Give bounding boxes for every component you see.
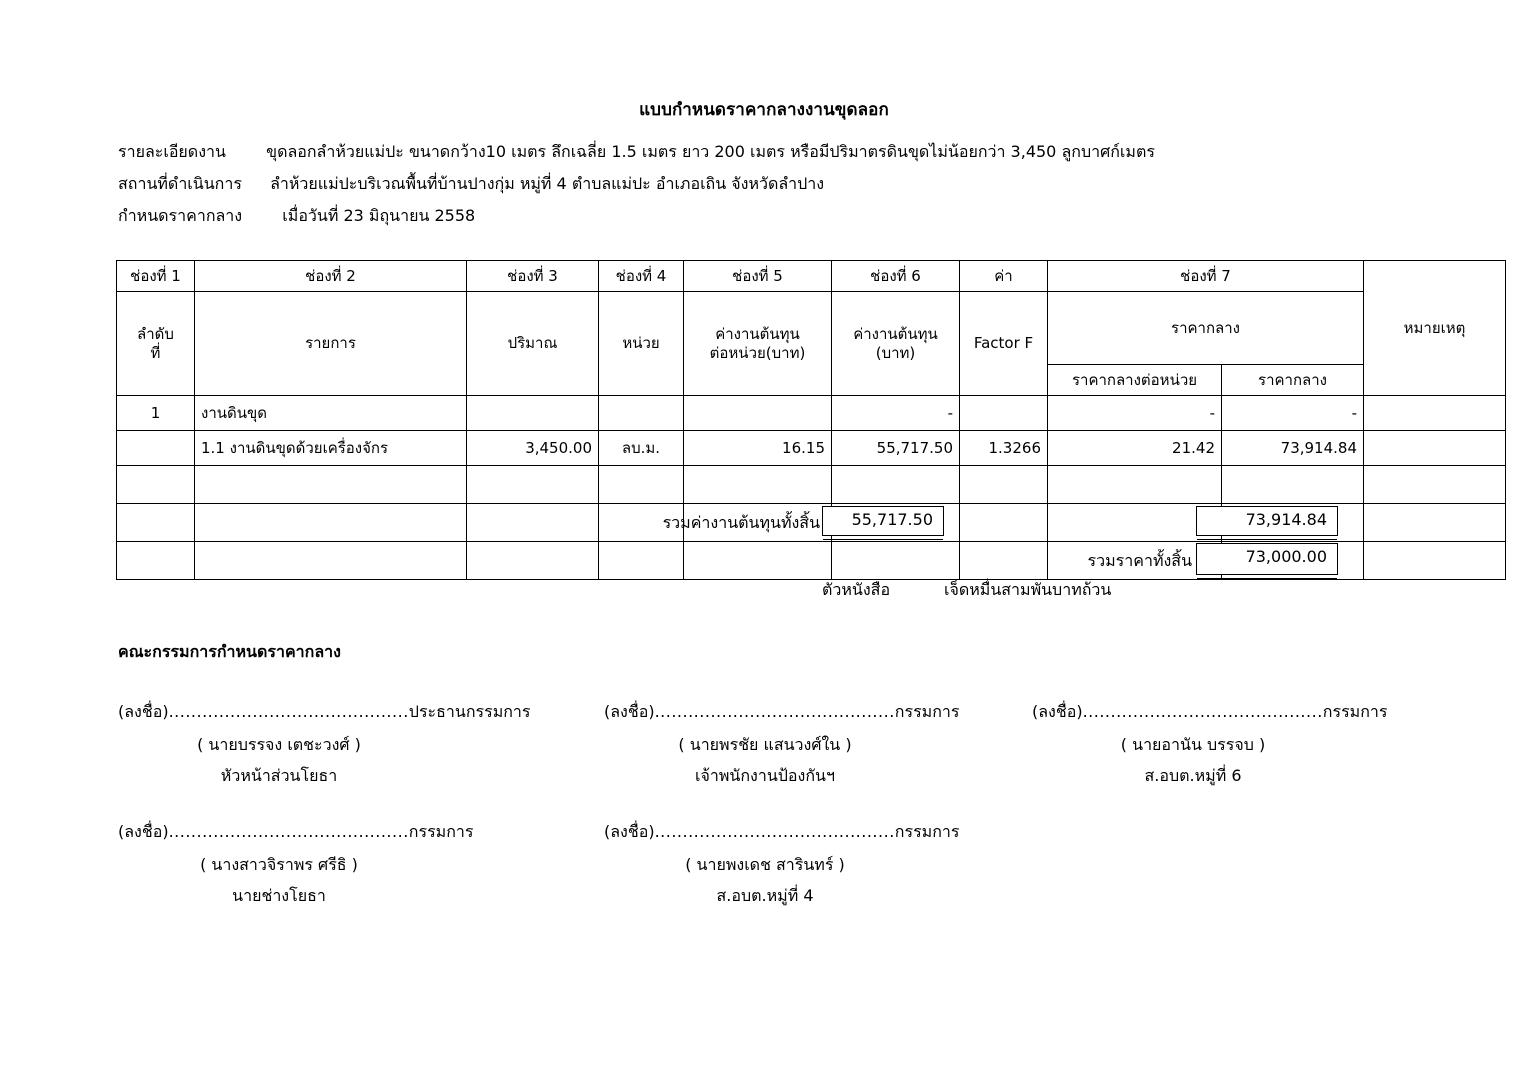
header-channel-5: ช่องที่ 5: [684, 261, 832, 292]
signature-dots: ...........................................: [654, 702, 895, 721]
cell-cost: [832, 466, 960, 504]
signature-position: นายช่างโยธา: [232, 886, 326, 905]
grand-total-value: 73,000.00: [1196, 543, 1338, 575]
cell-remarks: [1364, 396, 1506, 431]
header-mid-price: ราคากลาง: [1048, 292, 1364, 365]
cell-mid-price-per-unit: -: [1048, 396, 1222, 431]
header-cost-line2: (บาท): [875, 343, 916, 362]
cell-quantity: [467, 542, 599, 580]
signature-name: ( นายพรชัย แสนวงศ์ใน ): [678, 735, 852, 754]
cell-remarks: [1364, 542, 1506, 580]
cell-remarks: [1364, 431, 1506, 466]
amount-in-words-label: ตัวหนังสือ: [822, 580, 891, 599]
header-quantity: ปริมาณ: [467, 292, 599, 396]
signature-dots: ...........................................: [654, 822, 895, 841]
table-header-channels: [117, 261, 1506, 292]
sign-prefix: (ลงชื่อ): [1032, 702, 1083, 721]
cell-quantity: 3,450.00: [467, 431, 599, 466]
header-sequence: [117, 292, 195, 396]
cell-item: [195, 466, 467, 504]
cell-unit: [599, 542, 684, 580]
header-channel-3: ช่องที่ 3: [467, 261, 599, 292]
sign-prefix: (ลงชื่อ): [604, 822, 655, 841]
date-label: กำหนดราคากลาง: [118, 206, 243, 225]
signature-line: [604, 700, 1004, 725]
cell-factor-f: 1.3266: [960, 431, 1048, 466]
signature-position: เจ้าพนักงานป้องกันฯ: [695, 766, 835, 785]
amount-in-words-value: เจ็ดหมื่นสามพันบาทถ้วน: [944, 580, 1112, 599]
sign-prefix: (ลงชื่อ): [604, 702, 655, 721]
header-remarks: หมายเหตุ: [1364, 261, 1506, 396]
date-value: เมื่อวันที่ 23 มิถุนายน 2558: [282, 206, 476, 225]
cell-item: งานดินขุด: [195, 396, 467, 431]
signature-name: ( นายพงเดช สารินทร์ ): [685, 855, 845, 874]
header-channel-4: ช่องที่ 4: [599, 261, 684, 292]
table-row: [117, 466, 1506, 504]
header-cost: [832, 292, 960, 396]
cell-mid-price-total: [1222, 466, 1364, 504]
signature-block: [604, 700, 1004, 789]
signature-block: [1032, 700, 1432, 789]
header-factor-top: ค่า: [960, 261, 1048, 292]
total-cost-label: รวมค่างานต้นทุนทั้งสิ้น: [662, 513, 820, 532]
cell-quantity: [467, 396, 599, 431]
cell-unit: [599, 466, 684, 504]
sign-prefix: (ลงชื่อ): [118, 702, 169, 721]
cell-item: 1.1 งานดินขุดด้วยเครื่องจักร: [195, 431, 467, 466]
cell-mid-price-total: -: [1222, 396, 1364, 431]
cell-factor-f: [960, 466, 1048, 504]
header-mid-price-total: ราคากลาง: [1222, 365, 1364, 396]
detail-value: ขุดลอกลำห้วยแม่ปะ ขนาดกว้าง10 เมตร ลึกเฉลี่ย 1.5 เมตร ยาว 200 เมตร หรือมีปริมาตรดินขุดไม่น้อยกว่า 3,450 ลูกบาศก์เมตร: [266, 142, 1155, 161]
total-mid-price-value: 73,914.84: [1196, 506, 1338, 536]
sign-prefix: (ลงชื่อ): [118, 822, 169, 841]
cell-item: [195, 542, 467, 580]
header-unit-cost-line2: ต่อหน่วย(บาท): [709, 343, 806, 362]
cell-cost: -: [832, 396, 960, 431]
cell-remarks: [1364, 466, 1506, 504]
cell-quantity: [467, 466, 599, 504]
signature-name: ( นายอานัน บรรจบ ): [1120, 735, 1266, 754]
signature-dots: ...........................................: [168, 822, 409, 841]
signature-name: ( นางสาวจิราพร ศรีธิ ): [200, 855, 358, 874]
cell-unit-cost: [684, 466, 832, 504]
cell-factor-f: [960, 504, 1048, 542]
table-header-sub: [117, 292, 1506, 365]
signature-role-suffix: กรรมการ: [1322, 702, 1388, 721]
signature-name: ( นายบรรจง เตชะวงศ์ ): [197, 735, 361, 754]
header-item: รายการ: [195, 292, 467, 396]
cell-unit: [599, 396, 684, 431]
total-cost-value: 55,717.50: [822, 506, 944, 536]
signature-role-suffix: กรรมการ: [894, 822, 960, 841]
cell-sequence: 1: [117, 396, 195, 431]
page-title: แบบกำหนดราคากลางงานขุดลอก: [639, 100, 889, 120]
signature-role-suffix: ประธานกรรมการ: [408, 702, 531, 721]
header-unit-cost-line1: ค่างานต้นทุน: [715, 324, 800, 343]
signature-position: ส.อบต.หมู่ที่ 4: [716, 886, 814, 905]
signature-line: [1032, 700, 1432, 725]
cell-mid-price-total: 73,914.84: [1222, 431, 1364, 466]
signature-line: [118, 820, 518, 845]
signature-line: [118, 700, 531, 725]
cell-unit-cost: [684, 542, 832, 580]
grand-total-label: รวมราคาทั้งสิ้น: [1087, 551, 1192, 570]
cell-mid-price-per-unit: [1048, 466, 1222, 504]
header-channel-2: ช่องที่ 2: [195, 261, 467, 292]
cell-factor-f: [960, 396, 1048, 431]
header-channel-7: ช่องที่ 7: [1048, 261, 1364, 292]
header-sequence-line2: ที่: [150, 343, 161, 362]
cell-unit: ลบ.ม.: [599, 431, 684, 466]
committee-heading: คณะกรรมการกำหนดราคากลาง: [118, 642, 341, 661]
header-unit-cost: [684, 292, 832, 396]
header-channel-1: ช่องที่ 1: [117, 261, 195, 292]
table-row: [117, 431, 1506, 466]
signature-line: [604, 820, 1004, 845]
header-cost-line1: ค่างานต้นทุน: [853, 324, 938, 343]
table-row: [117, 396, 1506, 431]
cell-cost: 55,717.50: [832, 431, 960, 466]
detail-label: รายละเอียดงาน: [118, 142, 226, 161]
signature-block: [118, 700, 531, 789]
location-label: สถานที่ดำเนินการ: [118, 174, 242, 193]
cell-unit-cost: 16.15: [684, 431, 832, 466]
detail-line: [118, 140, 1155, 165]
cell-remarks: [1364, 504, 1506, 542]
location-line: [118, 172, 824, 197]
cell-sequence: [117, 431, 195, 466]
cell-unit-cost: [684, 396, 832, 431]
header-channel-6: ช่องที่ 6: [832, 261, 960, 292]
cell-sequence: [117, 542, 195, 580]
signature-role-suffix: กรรมการ: [894, 702, 960, 721]
signature-block: [604, 820, 1004, 909]
header-mid-price-per-unit: ราคากลางต่อหน่วย: [1048, 365, 1222, 396]
date-line: [118, 204, 475, 229]
location-value: ลำห้วยแม่ปะบริเวณพื้นที่บ้านปางกุ่ม หมู่ที่ 4 ตำบลแม่ปะ อำเภอเถิน จังหวัดลำปาง: [270, 174, 825, 193]
header-unit: หน่วย: [599, 292, 684, 396]
cell-sequence: [117, 466, 195, 504]
cell-mid-price-per-unit: 21.42: [1048, 431, 1222, 466]
signature-role-suffix: กรรมการ: [408, 822, 474, 841]
header-sequence-line1: ลำดับ: [137, 324, 174, 343]
signature-position: ส.อบต.หมู่ที่ 6: [1144, 766, 1242, 785]
signature-dots: ...........................................: [168, 702, 409, 721]
cell-item: [195, 504, 467, 542]
signature-block: [118, 820, 518, 909]
cell-sequence: [117, 504, 195, 542]
signature-dots: ...........................................: [1082, 702, 1323, 721]
signature-position: หัวหน้าส่วนโยธา: [220, 766, 338, 785]
header-factor-f: Factor F: [960, 292, 1048, 396]
